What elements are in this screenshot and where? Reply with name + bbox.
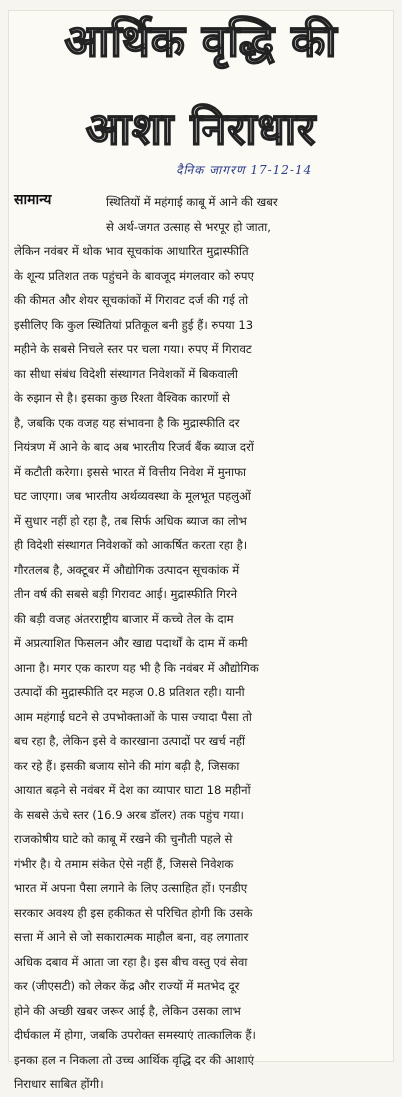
article-line: कर (जीएसटी) को लेकर केंद्र और राज्यों में मतभेद दूर [14, 979, 240, 993]
article-line: की कीमत और शेयर सूचकांकों में गिरावट दर्ज की गई तो [14, 293, 249, 307]
article-line: है, जबकि एक वजह यह संभावना है कि मुद्रास्फीति दर [14, 415, 240, 430]
headline-line-1: आर्थिक वृद्धि की [64, 16, 338, 67]
article-line: में अप्रत्याशित फिसलन और खाद्य पदार्थों के दाम में कमी [14, 636, 248, 650]
article-line: आम महंगाई घटने से उपभोक्ताओं के पास ज्यादा पैसा तो [14, 709, 252, 724]
article-line: के शून्य प्रतिशत तक पहुंचने के बावजूद मंगलवार को रुपए [14, 268, 254, 283]
article-line: बच रहा है, लेकिन इसे वे कारखाना उत्पादों पर खर्च नहीं [14, 734, 245, 748]
article-line: इनका हल न निकला तो उच्च आर्थिक वृद्धि दर की आशाएं [14, 1052, 255, 1067]
article-line: लेकिन नवंबर में थोक भाव सूचकांक आधारित मुद्रास्फीति [14, 244, 249, 258]
article-line: में कटौती करेगा। इससे भारत में वित्तीय निवेश में मुनाफा [14, 464, 247, 479]
article-line: गौरतलब है, अक्टूबर में औद्योगिक उत्पादन सूचकांक में [14, 562, 240, 577]
article-line: होने की अच्छी खबर जरूर आई है, लेकिन उसका लाभ [14, 1003, 241, 1018]
article-line: सरकार अवश्य ही इस हकीकत से परिचित होगी कि उसके [14, 905, 253, 920]
article-line: राजकोषीय घाटे को काबू में रखने की चुनौती पहले से [14, 832, 233, 846]
article-line: इसीलिए कि कुल स्थितियां प्रतिकूल बनी हुई हैं। रुपया 13 [14, 317, 254, 332]
article-line: घट जाएगा। जब भारतीय अर्थव्यवस्था के मूलभूत पहलुओं [14, 489, 251, 503]
article-line: आयात बढ़ने से नवंबर में देश का व्यापार घाटा 18 महीनों [14, 783, 251, 797]
article-line: के सबसे ऊंचे स्तर (16.9 अरब डॉलर) तक पहुंच गया। [14, 807, 244, 822]
article-line: स्थितियों में महंगाई काबू में आने की खबर [106, 195, 278, 209]
article-line: में सुधार नहीं हो रहा है, तब सिर्फ अधिक ब्याज का लोभ [14, 513, 247, 528]
article-line: नियंत्रण में आने के बाद अब भारतीय रिजर्व बैंक ब्याज दरों [14, 440, 254, 454]
byline: सामान्य [14, 192, 52, 208]
article-line: दीर्घकाल में होगा, जबकि उपरोक्त समस्याएं तात्कालिक हैं। [14, 1028, 256, 1042]
article-line: तीन वर्ष की सबसे बड़ी गिरावट आई। मुद्रास्फीति गिरने [14, 587, 238, 601]
article-line: का सीधा संबंध विदेशी संस्थागत निवेशकों में बिकवाली [14, 366, 238, 381]
article-line: गंभीर है। ये तमाम संकेत ऐसे नहीं हैं, जिससे निवेशक [14, 856, 234, 871]
article-line: अधिक दबाव में आता जा रहा है। इस बीच वस्तु एवं सेवा [14, 954, 248, 969]
article-line: निराधार साबित होंगी। [14, 1077, 104, 1091]
article-line: सत्ता में आने से जो सकारात्मक माहौल बना, वह लगातार [14, 930, 249, 944]
article-line: आना है। मगर एक कारण यह भी है कि नवंबर में औद्योगिक [14, 660, 259, 675]
article-body [14, 190, 392, 1097]
article-line: कर रहे हैं। इसकी बजाय सोने की मांग बढ़ी है, जिसका [14, 758, 240, 773]
article-line: से अर्थ-जगत उत्साह से भरपूर हो जाता, [106, 219, 271, 234]
article-line: की बड़ी वजह अंतरराष्ट्रीय बाजार में कच्चे तेल के दाम [14, 611, 234, 626]
article-line: भारत में अपना पैसा लगाने के लिए उत्साहित हों। एनडीए [14, 881, 248, 895]
article-line: महीने के सबसे निचले स्तर पर चला गया। रुपए में गिरावट [14, 342, 252, 356]
article-line: ही विदेशी संस्थागत निवेशकों को आकर्षित करता रहा है। [14, 538, 248, 552]
headline-line-2: आशा निराधार [85, 104, 317, 155]
handwritten-source-note: दैनिक जागरण 17-12-14 [176, 163, 313, 177]
article-line: उत्पादों की मुद्रास्फीति दर महज 0.8 प्रतिशत रही। यानी [14, 685, 245, 699]
article-line: के रुझान से है। इसका कुछ रिश्ता वैश्विक कारणों से [14, 391, 230, 405]
